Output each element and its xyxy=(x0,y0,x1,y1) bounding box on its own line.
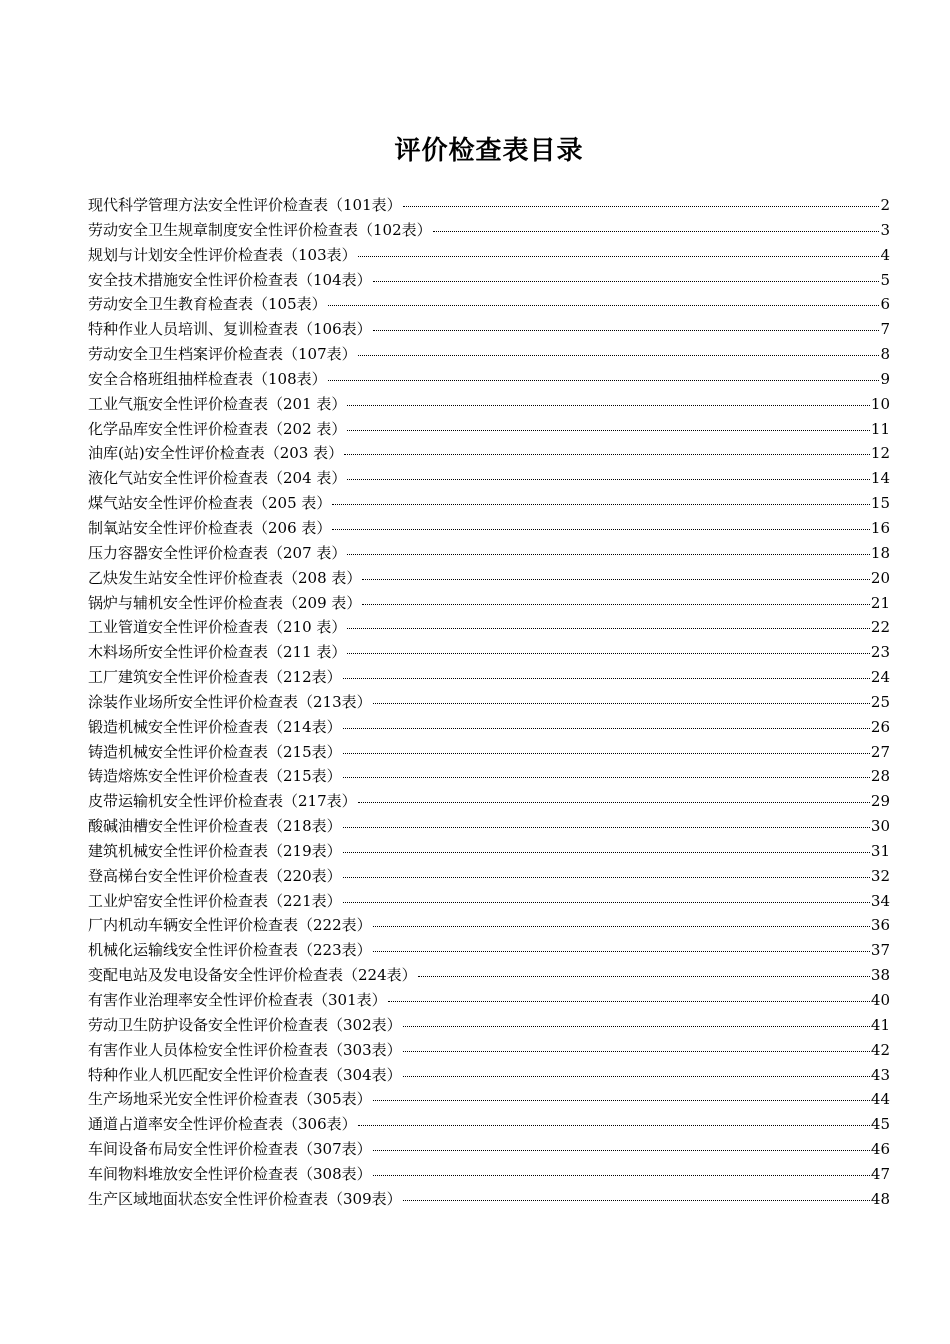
toc-entry[interactable] xyxy=(88,1087,890,1112)
toc-entry-title: 机械化运输线安全性评价检查表（223表） xyxy=(88,941,372,960)
toc-dot-leader xyxy=(418,976,870,977)
toc-dot-leader xyxy=(403,1051,870,1052)
toc-entry-page-number: 47 xyxy=(870,1164,890,1183)
toc-entry-page-number: 43 xyxy=(870,1065,890,1084)
toc-entry[interactable] xyxy=(88,963,890,988)
toc-entry-page-number: 32 xyxy=(870,866,890,885)
toc-entry-page-number: 6 xyxy=(880,295,890,314)
toc-entry[interactable] xyxy=(88,764,890,789)
toc-entry-title: 压力容器安全性评价检查表（207 表） xyxy=(88,543,347,562)
toc-dot-leader xyxy=(358,802,870,803)
toc-dot-leader xyxy=(343,678,870,679)
toc-entry-title: 木料场所安全性评价检查表（211 表） xyxy=(88,643,347,662)
toc-dot-leader xyxy=(373,926,870,927)
toc-dot-leader xyxy=(403,206,880,207)
toc-entry[interactable] xyxy=(88,417,890,442)
toc-entry-title: 锻造机械安全性评价检查表（214表） xyxy=(88,717,342,736)
toc-dot-leader xyxy=(433,231,880,232)
toc-dot-leader xyxy=(403,1026,870,1027)
toc-entry-title: 涂装作业场所安全性评价检查表（213表） xyxy=(88,692,372,711)
toc-entry[interactable] xyxy=(88,665,890,690)
toc-entry[interactable] xyxy=(88,913,890,938)
toc-entry[interactable] xyxy=(88,814,890,839)
toc-entry-title: 登高梯台安全性评价检查表（220表） xyxy=(88,866,342,885)
toc-entry-title: 工业炉窑安全性评价检查表（221表） xyxy=(88,891,342,910)
toc-entry[interactable] xyxy=(88,1063,890,1088)
toc-entry-page-number: 9 xyxy=(880,369,890,388)
toc-entry-title: 车间设备布局安全性评价检查表（307表） xyxy=(88,1140,372,1159)
toc-entry-page-number: 48 xyxy=(870,1189,890,1208)
toc-entry-page-number: 46 xyxy=(870,1140,890,1159)
toc-entry-title: 车间物料堆放安全性评价检查表（308表） xyxy=(88,1164,372,1183)
toc-entry-title: 工厂建筑安全性评价检查表（212表） xyxy=(88,668,342,687)
toc-entry-page-number: 4 xyxy=(880,245,890,264)
toc-entry-page-number: 37 xyxy=(870,941,890,960)
toc-dot-leader xyxy=(343,827,870,828)
toc-entry-page-number: 15 xyxy=(870,494,890,513)
toc-dot-leader xyxy=(347,479,870,480)
toc-entry[interactable] xyxy=(88,441,890,466)
toc-entry-title: 厂内机动车辆安全性评价检查表（222表） xyxy=(88,916,372,935)
toc-entry-title: 有害作业治理率安全性评价检查表（301表） xyxy=(88,991,387,1009)
toc-dot-leader xyxy=(343,728,870,729)
toc-entry-title: 有害作业人员体检安全性评价检查表（303表） xyxy=(88,1040,402,1059)
toc-entry-page-number: 3 xyxy=(880,220,890,239)
toc-dot-leader xyxy=(332,529,870,530)
toc-entry-page-number: 22 xyxy=(870,618,890,637)
toc-entry-title: 通道占道率安全性评价检查表（306表） xyxy=(88,1115,357,1134)
toc-entry[interactable] xyxy=(88,864,890,889)
toc-entry-page-number: 21 xyxy=(870,593,890,612)
toc-entry[interactable] xyxy=(88,367,890,392)
toc-entry-page-number: 2 xyxy=(880,196,890,214)
toc-entry-page-number: 7 xyxy=(880,320,890,339)
toc-entry[interactable] xyxy=(88,466,890,491)
toc-entry[interactable] xyxy=(88,1038,890,1063)
toc-entry[interactable] xyxy=(88,938,890,963)
toc-entry[interactable] xyxy=(88,516,890,541)
toc-dot-leader xyxy=(358,1125,870,1126)
toc-entry-title: 乙炔发生站安全性评价检查表（208 表） xyxy=(88,568,362,587)
toc-dot-leader xyxy=(403,1076,870,1077)
toc-dot-leader xyxy=(347,628,870,629)
toc-entry[interactable] xyxy=(88,1162,890,1187)
toc-entry-title: 特种作业人机匹配安全性评价检查表（304表） xyxy=(88,1065,402,1084)
toc-entry-page-number: 25 xyxy=(870,692,890,711)
toc-entry-title: 制氧站安全性评价检查表（206 表） xyxy=(88,518,332,537)
toc-entry-page-number: 14 xyxy=(870,469,890,488)
toc-dot-leader xyxy=(373,1100,870,1101)
toc-entry[interactable] xyxy=(88,392,890,417)
toc-dot-leader xyxy=(403,1200,870,1201)
toc-entry-page-number: 31 xyxy=(870,841,890,860)
toc-entry[interactable] xyxy=(88,988,890,1013)
toc-entry-page-number: 26 xyxy=(870,717,890,736)
toc-entry-page-number: 28 xyxy=(870,767,890,786)
toc-entry[interactable] xyxy=(88,591,890,616)
toc-entry[interactable] xyxy=(88,640,890,665)
toc-entry-title: 工业管道安全性评价检查表（210 表） xyxy=(88,618,347,637)
toc-entry[interactable] xyxy=(88,789,890,814)
toc-entry[interactable] xyxy=(88,690,890,715)
toc-entry-title: 变配电站及发电设备安全性评价检查表（224表） xyxy=(88,966,417,985)
toc-entry-page-number: 45 xyxy=(870,1115,890,1134)
toc-entry[interactable] xyxy=(88,342,890,367)
toc-entry-page-number: 24 xyxy=(870,668,890,687)
toc-entry-title: 特种作业人员培训、复训检查表（106表） xyxy=(88,320,372,339)
toc-entry[interactable] xyxy=(88,491,890,516)
toc-dot-leader xyxy=(362,579,870,580)
toc-entry-page-number: 36 xyxy=(870,916,890,935)
toc-dot-leader xyxy=(347,554,870,555)
toc-entry[interactable] xyxy=(88,615,890,640)
toc-entry[interactable] xyxy=(88,740,890,765)
toc-entry-title: 工业气瓶安全性评价检查表（201 表） xyxy=(88,394,347,413)
table-of-contents xyxy=(88,193,890,1212)
toc-entry-title: 煤气站安全性评价检查表（205 表） xyxy=(88,494,332,513)
toc-dot-leader xyxy=(362,604,870,605)
toc-dot-leader xyxy=(343,877,870,878)
toc-entry-page-number: 16 xyxy=(870,518,890,537)
toc-entry[interactable] xyxy=(88,566,890,591)
toc-entry[interactable] xyxy=(88,1013,890,1038)
toc-dot-leader xyxy=(328,380,880,381)
toc-dot-leader xyxy=(373,1175,870,1176)
toc-entry-title: 建筑机械安全性评价检查表（219表） xyxy=(88,841,342,860)
toc-entry-title: 锅炉与辅机安全性评价检查表（209 表） xyxy=(88,593,362,612)
toc-entry-title: 酸碱油槽安全性评价检查表（218表） xyxy=(88,817,342,836)
toc-entry-page-number: 18 xyxy=(870,543,890,562)
toc-entry[interactable] xyxy=(88,1137,890,1162)
toc-entry[interactable] xyxy=(88,839,890,864)
toc-entry[interactable] xyxy=(88,193,890,218)
toc-entry-page-number: 38 xyxy=(870,966,890,985)
toc-entry-page-number: 12 xyxy=(870,444,890,463)
toc-entry[interactable] xyxy=(88,541,890,566)
toc-entry-title: 生产场地采光安全性评价检查表（305表） xyxy=(88,1090,372,1109)
toc-entry-title: 劳动卫生防护设备安全性评价检查表（302表） xyxy=(88,1015,402,1034)
toc-entry-title: 液化气站安全性评价检查表（204 表） xyxy=(88,469,347,488)
toc-dot-leader xyxy=(347,653,870,654)
toc-entry-title: 铸造机械安全性评价检查表（215表） xyxy=(88,742,342,761)
toc-entry-page-number: 44 xyxy=(870,1090,890,1109)
toc-entry-title: 现代科学管理方法安全性评价检查表（101表） xyxy=(88,196,402,214)
toc-entry-title: 劳动安全卫生档案评价检查表（107表） xyxy=(88,345,357,364)
toc-entry[interactable] xyxy=(88,715,890,740)
toc-entry-page-number: 10 xyxy=(870,394,890,413)
toc-dot-leader xyxy=(373,951,870,952)
toc-entry-title: 油库(站)安全性评价检查表（203 表） xyxy=(88,444,344,463)
toc-entry-page-number: 34 xyxy=(870,891,890,910)
toc-entry-title: 规划与计划安全性评价检查表（103表） xyxy=(88,245,357,264)
toc-entry-page-number: 11 xyxy=(870,419,890,438)
toc-dot-leader xyxy=(343,753,870,754)
toc-entry[interactable] xyxy=(88,889,890,914)
toc-dot-leader xyxy=(388,1001,870,1002)
toc-dot-leader xyxy=(344,454,870,455)
toc-entry-page-number: 29 xyxy=(870,792,890,811)
toc-dot-leader xyxy=(373,1150,870,1151)
toc-dot-leader xyxy=(347,405,870,406)
toc-dot-leader xyxy=(358,355,880,356)
toc-entry[interactable] xyxy=(88,243,890,268)
toc-entry-title: 劳动安全卫生规章制度安全性评价检查表（102表） xyxy=(88,220,432,239)
toc-entry-title: 生产区域地面状态安全性评价检查表（309表） xyxy=(88,1189,402,1208)
toc-entry-page-number: 20 xyxy=(870,568,890,587)
toc-entry-page-number: 27 xyxy=(870,742,890,761)
toc-dot-leader xyxy=(343,777,870,778)
toc-entry-page-number: 40 xyxy=(870,991,890,1009)
page-title: 评价检查表目录 xyxy=(394,136,584,166)
toc-entry-title: 安全技术措施安全性评价检查表（104表） xyxy=(88,270,372,289)
toc-entry-title: 铸造熔炼安全性评价检查表（215表） xyxy=(88,767,342,786)
toc-dot-leader xyxy=(328,305,880,306)
toc-entry-page-number: 30 xyxy=(870,817,890,836)
toc-entry-title: 化学品库安全性评价检查表（202 表） xyxy=(88,419,347,438)
toc-dot-leader xyxy=(373,703,870,704)
toc-entry-title: 劳动安全卫生教育检查表（105表） xyxy=(88,295,327,314)
toc-dot-leader xyxy=(343,852,870,853)
toc-entry[interactable] xyxy=(88,1112,890,1137)
toc-entry[interactable] xyxy=(88,218,890,243)
toc-entry[interactable] xyxy=(88,268,890,293)
toc-entry-page-number: 42 xyxy=(870,1040,890,1059)
toc-entry-page-number: 41 xyxy=(870,1015,890,1034)
toc-entry-page-number: 8 xyxy=(880,345,890,364)
toc-entry-title: 安全合格班组抽样检查表（108表） xyxy=(88,369,327,388)
toc-entry-page-number: 5 xyxy=(880,270,890,289)
toc-entry[interactable] xyxy=(88,292,890,317)
toc-dot-leader xyxy=(332,504,870,505)
toc-dot-leader xyxy=(343,902,870,903)
toc-entry[interactable] xyxy=(88,317,890,342)
toc-entry-page-number: 23 xyxy=(870,643,890,662)
toc-dot-leader xyxy=(373,281,880,282)
toc-dot-leader xyxy=(358,256,880,257)
toc-dot-leader xyxy=(347,430,870,431)
toc-entry[interactable] xyxy=(88,1187,890,1212)
toc-dot-leader xyxy=(373,330,880,331)
toc-entry-title: 皮带运输机安全性评价检查表（217表） xyxy=(88,792,357,811)
